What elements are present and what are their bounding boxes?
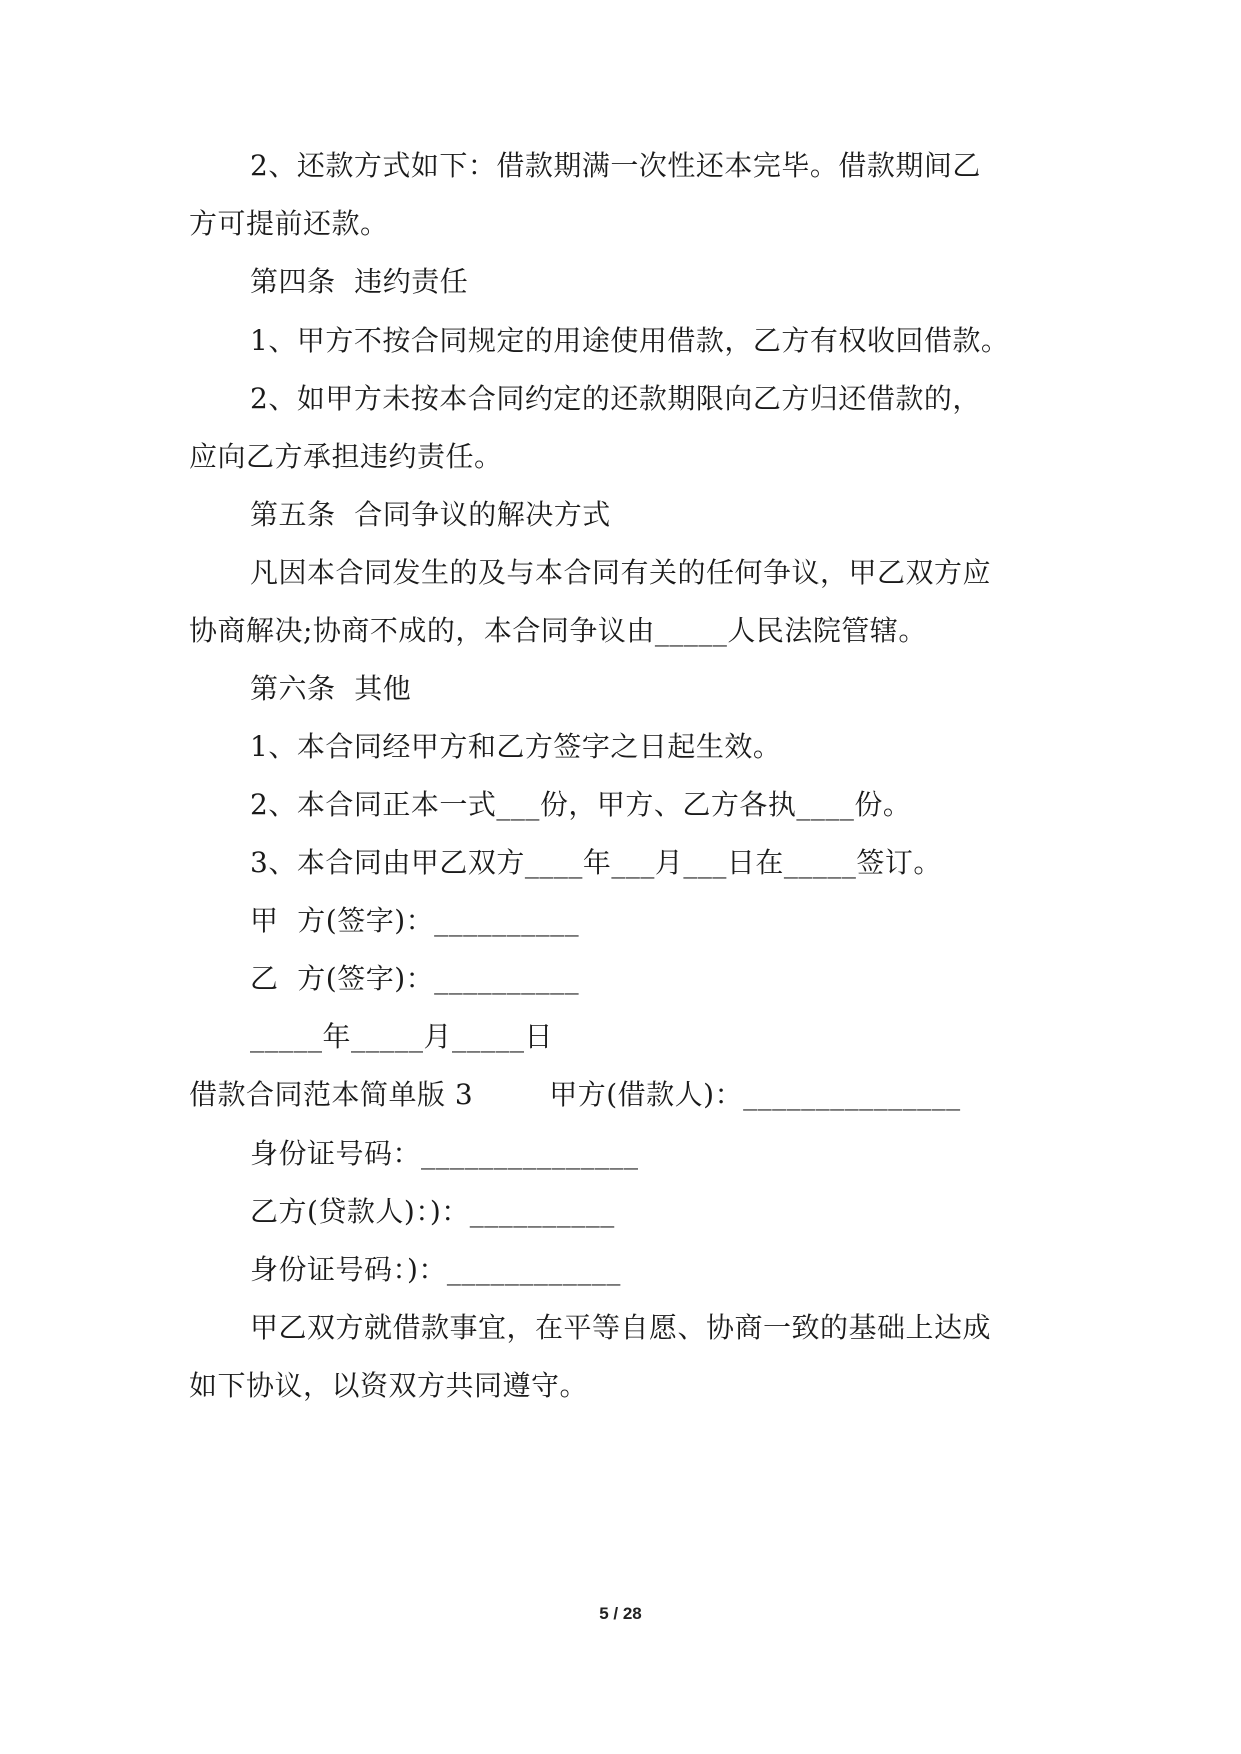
lender-id-field: 身份证号码：)：____________ bbox=[250, 1253, 621, 1286]
borrower-field: 甲方(借款人)：_______________ bbox=[549, 1078, 961, 1111]
article-5-text-line-1: 凡因本合同发生的及与本合同有关的任何争议，甲乙双方应 bbox=[250, 556, 992, 589]
clause-6-3: 3、本合同由甲乙双方____年___月___日在_____签订。 bbox=[250, 846, 942, 879]
contract-title: 借款合同范本简单版 3 bbox=[189, 1078, 474, 1111]
article-4-heading: 第四条 违约责任 bbox=[250, 265, 469, 298]
agreement-intro-line-2: 如下协议，以资双方共同遵守。 bbox=[189, 1369, 589, 1402]
clause-6-1: 1、本合同经甲方和乙方签字之日起生效。 bbox=[250, 730, 782, 763]
clause-4-2-line-2: 应向乙方承担违约责任。 bbox=[189, 440, 503, 473]
party-a-signature: 甲 方(签字)：__________ bbox=[250, 904, 580, 937]
clause-4-1: 1、甲方不按合同规定的用途使用借款，乙方有权收回借款。 bbox=[250, 324, 1010, 357]
article-5-heading: 第五条 合同争议的解决方式 bbox=[250, 498, 611, 531]
article-5-text-line-2: 协商解决;协商不成的，本合同争议由_____人民法院管辖。 bbox=[189, 614, 927, 647]
party-b-signature: 乙 方(签字)：__________ bbox=[250, 962, 580, 995]
clause-3-2-line-2: 方可提前还款。 bbox=[189, 207, 389, 240]
lender-field: 乙方(贷款人)：)：__________ bbox=[250, 1195, 615, 1228]
clause-6-2: 2、本合同正本一式___份，甲方、乙方各执____份。 bbox=[250, 788, 912, 821]
article-6-heading: 第六条 其他 bbox=[250, 672, 412, 705]
new-contract-header-line bbox=[189, 1075, 961, 1115]
signing-date: _____年_____月_____日 bbox=[250, 1020, 554, 1053]
clause-4-2-line-1: 2、如甲方未按本合同约定的还款期限向乙方归还借款的， bbox=[250, 382, 981, 415]
clause-3-2-line-1: 2、还款方式如下：借款期满一次性还本完毕。借款期间乙 bbox=[250, 149, 981, 182]
agreement-intro-line-1: 甲乙双方就借款事宜，在平等自愿、协商一致的基础上达成 bbox=[250, 1311, 992, 1344]
borrower-id-field: 身份证号码：_______________ bbox=[250, 1137, 639, 1170]
page-number: 5 / 28 bbox=[599, 1604, 642, 1623]
